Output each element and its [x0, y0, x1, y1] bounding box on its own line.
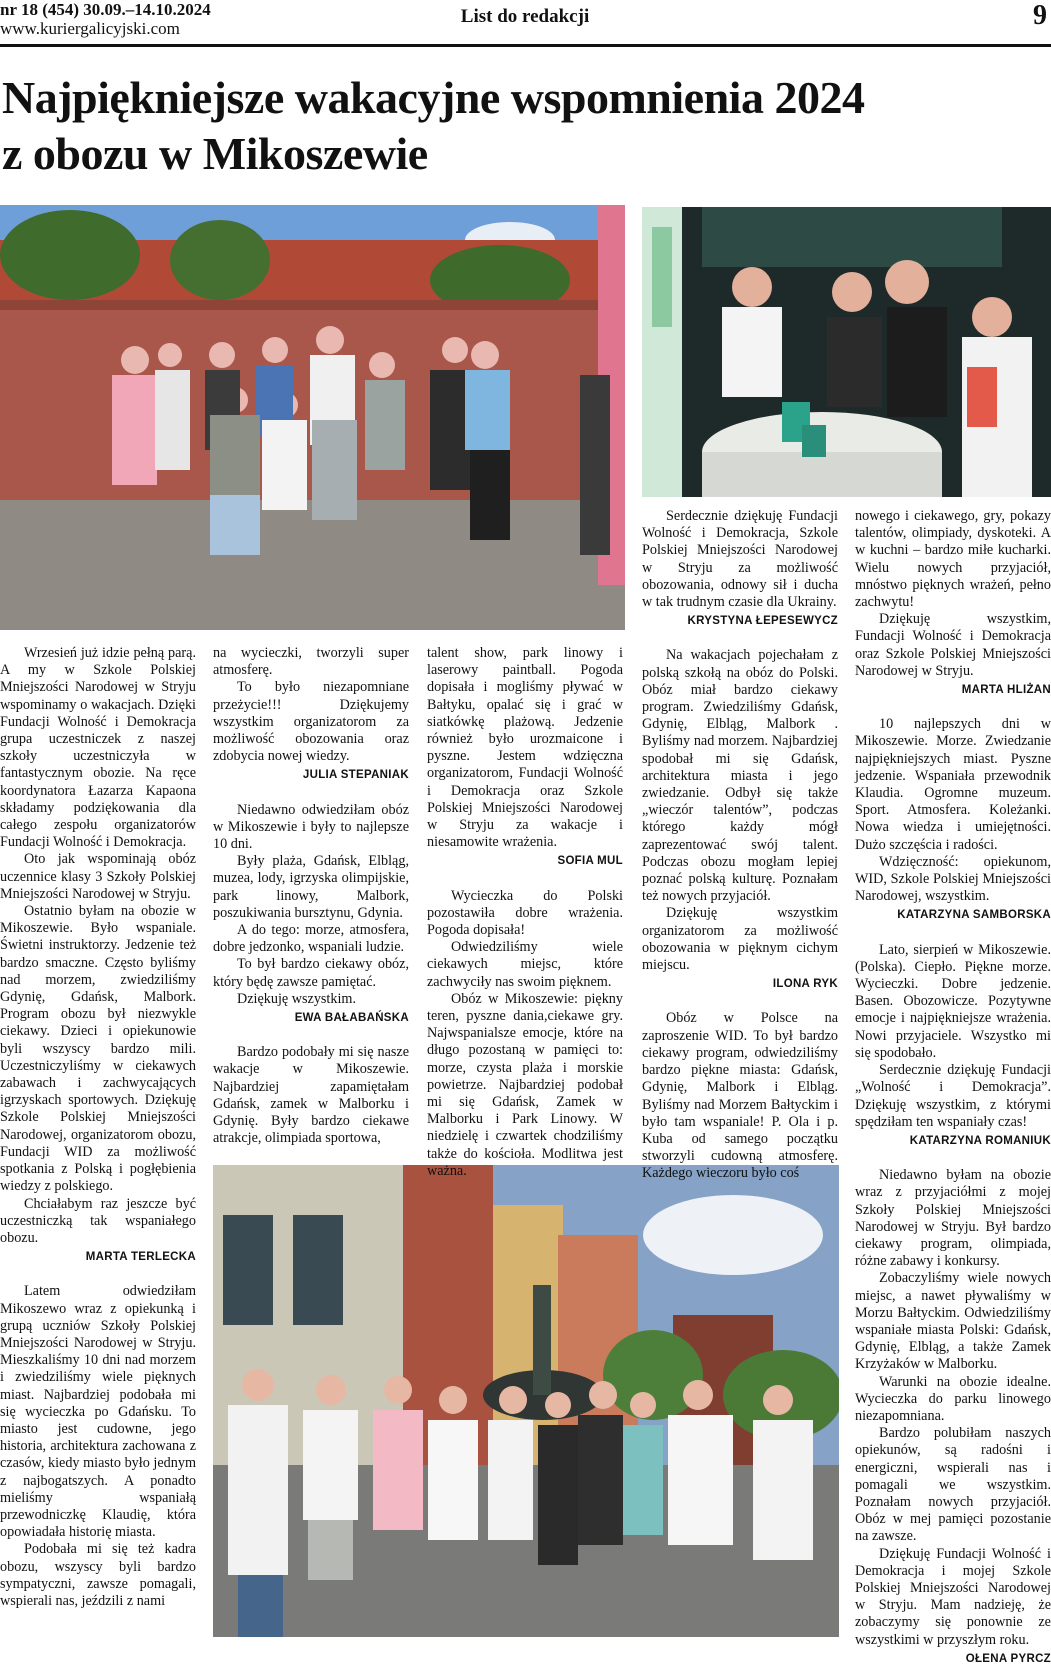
author-signature: JULIA STEPANIAK [302, 769, 409, 782]
website-link[interactable]: www.kuriergalicyjski.com [0, 19, 180, 38]
paragraph: Na wakacjach pojechałam z polską szkołą na obóz do Polski. Obóz miał bardzo ciekawy program. Zwiedziliśmy Gdańsk, Gdynię, Elbląg, Malbork . Byliśmy nad morzem. Najbardziej spodobał mi się Gdańsk, architektura miasta i jego zwiedzanie. Odbył się także „wieczór talentów”, podczas którego każdy mógł zaprezentować swój talent. Podczas obozu mogłam lepiej poznać polską kulturę. Poznałam też nowych przyjaciół. [642, 647, 838, 905]
paragraph: Warunki na obozie idealne. Wycieczka do parku linowego niezapomniana. [855, 1373, 1051, 1424]
paragraph: Wrzesień już idzie pełną parą. A my w Szkole Polskiej Mniejszości Narodowej w Stryju wspominamy o wakacjach. Dzięki Fundacji Wolność i Demokracja grupa uczestniczek z naszej szkoły uczestniczyła w fantastycznym obozie. Na ręce koordynatora Łazarza Kapaona składamy podziękowania dla całego zespołu organizatorów Fundacji Wolność i Demokracja. [0, 645, 196, 851]
paragraph: To był bardzo ciekawy obóz, który będę zawsze pamiętać. [213, 956, 409, 990]
photo-museum-exhibit [642, 207, 1051, 497]
paragraph: Dziękuję wszystkim organizatorom za możliwość obozowania w pięknym cichym miejscu. [642, 905, 838, 974]
paragraph: Obóz w Polsce na zaproszenie WID. To był bardzo ciekawy program, odwiedziliśmy bardzo piękne miasta: Gdańsk, Gdynię, Malbork i Elbląg. Byliśmy nad Morzem Bałtyckim i było tam wspaniale! P. Ola i p. Kuba od samego początku stworzyli cudowną atmosferę. Każdego wieczoru było coś [642, 1010, 838, 1182]
column-5 [855, 508, 1051, 1668]
header-divider [0, 44, 1051, 47]
paragraph: Ostatnio byłam na obozie w Mikoszewie. Było wspaniale. Świetni instruktorzy. Jedzenie też bardzo smaczne. Często byliśmy nad morzem, zwiedziliśmy Gdynię, Gdańsk, Malbork. Program obozu był niezwykle ciekawy. Dzieci i opiekunowie byli wszyscy bardzo mili. Uczestniczyliśmy w ciekawych zabawach i zachwycających igrzyskach sportowych. Dziękuję Szkole Polskiej Mniejszości Narodowej, organizatorom obozu, Fundacji WID za możliwość spotkania z Polską i pogłębienia wiedzy z polskiego. [0, 903, 196, 1195]
paragraph: 10 najlepszych dni w Mikoszewie. Morze. Zwiedzanie najpiękniejszych miast. Pyszne jedzenie. Wspaniała przewodnik Klaudia. Ogromne muzeum. Sport. Atmosfera. Koleżanki. Nowa wiedza i umiejętności. Dużo szczęścia i radości. [855, 716, 1051, 853]
paragraph: Wycieczka do Polski pozostawiła dobre wrażenia. Pogoda dopisała! [427, 887, 623, 939]
column-1 [0, 645, 196, 1610]
column-4 [642, 508, 838, 1183]
headline-line-1: Najpiękniejsze wakacyjne wspomnienia 2024 [2, 72, 865, 123]
photo-group-malbork [0, 205, 625, 630]
paragraph: Dziękuję Fundacji Wolność i Demokracja i mojej Szkole Polskiej Mniejszości Narodowej w Stryju. Mam nadzieję, że zobaczymy się ponownie ze wszystkimi w przyszłym roku. [855, 1545, 1051, 1648]
paragraph: Chciałabym raz jeszcze być uczestniczką tak wspaniałego obozu. [0, 1195, 196, 1246]
headline-line-2: z obozu w Mikoszewie [2, 128, 428, 179]
paragraph: Lato, sierpień w Mikoszewie. (Polska). Ciepło. Piękne morze. Wycieczki. Dobre jedzenie. Basen. Obozowicze. Pozytywne emocje i najpiękniejsze wrażenia. Nowi przyjaciele. Wszystko mi się spodobało. [855, 941, 1051, 1061]
paragraph: Były plaża, Gdańsk, Elbląg, muzea, lody, igrzyska olimpijskie, park linowy, Malbork, poszukiwania bursztynu, Gdynia. [213, 853, 409, 921]
column-2 [213, 645, 409, 1147]
paragraph: Wdzięczność: opiekunom, WID, Szkole Polskiej Mniejszości Narodowej, wszystkim. [855, 853, 1051, 905]
author-signature: KATARZYNA ROMANIUK [909, 1134, 1051, 1147]
paragraph: Oto jak wspominają obóz uczennice klasy 3 Szkoły Polskiej Mniejszości Narodowej w Stryju. [0, 851, 196, 902]
paragraph: Niedawno odwiedziłam obóz w Mikoszewie i były to najlepsze 10 dni. [213, 801, 409, 853]
paragraph: Serdecznie dziękuję Fundacji Wolność i Demokracja, Szkole Polskiej Mniejszości Narodowej w Stryju za możliwość obozowania, odnowy sił i ducha w tak trudnym czasie dla Ukrainy. [642, 508, 838, 611]
paragraph: na wycieczki, tworzyli super atmosferę. [213, 645, 409, 679]
paragraph: Latem odwiedziłam Mikoszewo wraz z opiekunką i grupą uczniów Szkoły Polskiej Mniejszości Narodowej w Stryju. Mieszkaliśmy 10 dni nad morzem i zwiedziliśmy wiele pięknych miast. Najbardziej podobała mi się wycieczka po Gdańsku. To miasto jest cudowne, jego historia, architektura zachowana z czasów, kiedy miasto było jednym z najbogatszych. A ponadto mieliśmy wspaniałą przewodniczkę Klaudię, która opowiadała historię miasta. [0, 1283, 196, 1541]
section-title: List do redakcji [460, 6, 590, 27]
headline [2, 70, 1042, 182]
paragraph: talent show, park linowy i laserowy paintball. Pogoda dopisała i mogliśmy pływać w Bałtyku, opalać się i grać w siatkówkę plażową. Jedzenie również było urozmaicone i pyszne. Jestem wdzięczna organizatorom, Fundacji Wolność i Demokracja oraz Szkole Polskiej Mniejszości Narodowej w Stryju za wakacje i niesamowite wrażenia. [427, 645, 623, 851]
author-signature: EWA BAŁABAŃSKA [294, 1012, 409, 1025]
author-signature: OŁENA PYRCZ [965, 1652, 1051, 1665]
header-issue-block [0, 0, 320, 38]
paragraph: Dziękuję wszystkim, Fundacji Wolność i Demokracja oraz Szkole Polskiej Mniejszości Narodowej w Stryju. [855, 611, 1051, 679]
photo-group-gdansk [213, 1165, 839, 1637]
paragraph: Podobała mi się też kadra obozu, wszyscy byli bardzo sympatyczni, zawsze pomagali, wspierali nas, jeździli z nami [0, 1541, 196, 1609]
author-signature: KRYSTYNA ŁEPESEWYCZ [687, 615, 838, 628]
paragraph: Obóz w Mikoszewie: piękny teren, pyszne dania,ciekawe gry. Najwspanialsze emocje, które na długo pozostaną w pamięci to: morze, czysta plaża i morskie powietrze. Najbardziej podobał mi się Gdańsk, Zamek w Malborku i Park Linowy. W niedzielę i czwartek chodziliśmy także do kościoła. Modlitwa jest ważna. [427, 990, 623, 1179]
issue-number: nr 18 (454) 30.09.–14.10.2024 [0, 0, 211, 19]
paragraph: Zobaczyliśmy wiele nowych miejsc, a nawet pływaliśmy w Morzu Bałtyckim. Odwiedziliśmy wspaniałe miasta Polski: Gdańsk, Gdynię, Elbląg, a także Zamek Krzyżaków w Malborku. [855, 1270, 1051, 1373]
paragraph: Odwiedziliśmy wiele ciekawych miejsc, które zachwyciły nas swoim pięknem. [427, 939, 623, 990]
paragraph: Dziękuję wszystkim. [237, 990, 356, 1007]
author-signature: MARTA TERLECKA [85, 1251, 196, 1264]
paragraph: Bardzo polubiłam naszych opiekunów, są radośni i energiczni, wspierali nas i pomagali we wszystkim. Poznałam nowych przyjaciół. Obóz w mej pamięci pozostanie na zawsze. [855, 1425, 1051, 1545]
paragraph: Niedawno byłam na obozie wraz z przyjaciółmi z mojej Szkoły Polskiej Mniejszości Narodowej w Stryju. Był bardzo ciekawy program, olimpiada, różne zabawy i konkursy. [855, 1167, 1051, 1270]
paragraph: Serdecznie dziękuję Fundacji „Wolność i Demokracja”. Dziękuję wszystkim, z którymi spędziłam ten wspaniały czas! [855, 1062, 1051, 1130]
paragraph: nowego i ciekawego, gry, pokazy talentów, olimpiady, dyskoteki. A w kuchni – bardzo miłe kucharki. Wielu nowych przyjaciół, mnóstwo pięknych wrażeń, pełno zachwytu! [855, 508, 1051, 611]
paragraph: Bardzo podobały mi się nasze wakacje w Mikoszewie. Najbardziej zapamiętałam Gdańsk, zamek w Malborku i Gdynię. Były bardzo ciekawe atrakcje, olimpiada sportowa, [213, 1044, 409, 1147]
author-signature: MARTA HLIŻAN [961, 684, 1051, 697]
column-3 [427, 645, 623, 1180]
author-signature: ILONA RYK [772, 978, 838, 991]
paragraph: A do tego: morze, atmosfera, dobre jedzonko, wspaniali ludzie. [213, 922, 409, 956]
author-signature: KATARZYNA SAMBORSKA [897, 909, 1051, 922]
author-signature: SOFIA MUL [557, 855, 623, 868]
paragraph: To było niezapomniane przeżycie!!! Dziękujemy wszystkim organizatorom za możliwość obozowania oraz zdobycia nowej wiedzy. [213, 679, 409, 765]
page-number: 9 [1033, 0, 1047, 31]
